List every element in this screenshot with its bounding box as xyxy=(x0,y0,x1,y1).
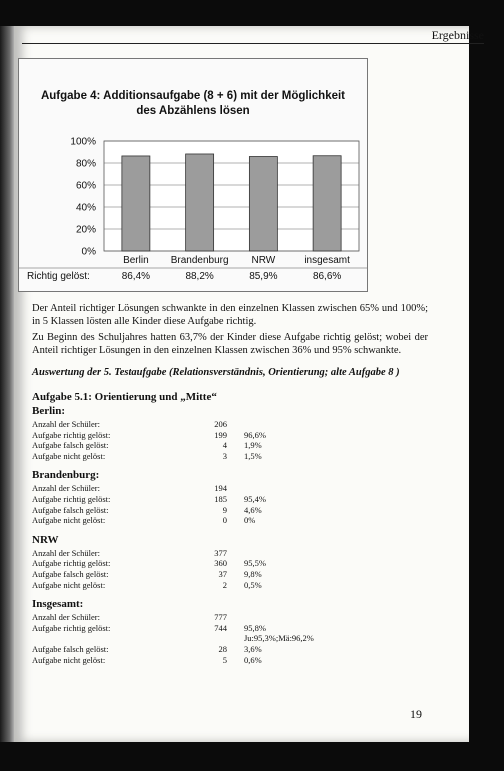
row-label: Aufgabe richtig gelöst: xyxy=(32,494,111,504)
row-count: 5 xyxy=(222,654,227,665)
chart-title-line-1: Aufgabe 4: Additionsaufgabe (8 + 6) mit der Möglichkeit xyxy=(40,90,346,102)
y-tick-label: 40% xyxy=(75,202,96,214)
row-label: Aufgabe nicht gelöst: xyxy=(32,515,106,526)
row-percent: 0,6% xyxy=(244,654,262,665)
paragraph-2: Zu Beginn des Schuljahres hatten 63,7% der Kinder diese Aufgabe richtig gelöst; wobei der Anteil richtiger Lösungen in den einzelnen Klassen zwischen 36% und 95% schwankte. xyxy=(32,332,428,356)
row-label: Anzahl der Schüler: xyxy=(32,547,100,558)
row-label: Aufgabe falsch gelöst: xyxy=(32,504,109,515)
row-count: 37 xyxy=(218,569,227,579)
task-heading: Aufgabe 5.1: Orientierung und „Mitte“ xyxy=(32,391,217,403)
row-count: 744 xyxy=(214,622,227,633)
y-tick-label: 60% xyxy=(75,180,96,192)
row-percent: 4,6% xyxy=(244,504,262,515)
row-percent: 1,9% xyxy=(244,440,262,451)
row-count: 3 xyxy=(222,450,227,461)
data-row-label: Richtig gelöst: xyxy=(27,271,90,282)
row-count: 194 xyxy=(214,483,227,494)
row-count: 9 xyxy=(222,504,227,515)
row-label: Aufgabe richtig gelöst: xyxy=(32,558,111,569)
group-title: Brandenburg: xyxy=(32,469,100,482)
row-label: Aufgabe falsch gelöst: xyxy=(32,644,109,654)
paragraph-1: Der Anteil richtiger Lösungen schwankte in den einzelnen Klassen zwischen 65% und 100%; in 5 Klassen lösten alle Kinder diese Aufgabe richtig. xyxy=(32,303,428,327)
page-number: 19 xyxy=(410,707,422,721)
chart-title-line-2: des Abzählens lösen xyxy=(136,105,250,117)
row-percent: 9,8% xyxy=(244,569,262,579)
row-label: Anzahl der Schüler: xyxy=(32,419,100,429)
row-percent: 96,6% xyxy=(244,429,266,440)
x-category-label: Berlin xyxy=(123,255,149,266)
x-category-label: insgesamt xyxy=(304,255,350,266)
header-rule xyxy=(22,43,484,44)
row-percent: 0,5% xyxy=(244,579,262,590)
data-value-label: 85,9% xyxy=(249,271,278,282)
row-percent: 1,5% xyxy=(244,450,262,461)
chart-figure xyxy=(18,58,368,292)
running-header: Ergebnisse xyxy=(431,28,484,42)
row-label: Aufgabe falsch gelöst: xyxy=(32,569,109,579)
row-percent: 95,8% xyxy=(244,622,266,633)
bar-chart xyxy=(19,59,367,291)
row-percent: 95,4% xyxy=(244,494,266,504)
row-count: 777 xyxy=(214,612,227,623)
group-title: Berlin: xyxy=(32,405,65,417)
row-label: Aufgabe richtig gelöst: xyxy=(32,429,111,440)
row-percent: 0% xyxy=(244,515,256,526)
row-count: 2 xyxy=(222,579,227,590)
row-count: 377 xyxy=(214,547,227,558)
bar-nrw xyxy=(249,157,277,251)
data-value-label: 88,2% xyxy=(185,271,214,282)
row-percent: 3,6% xyxy=(244,644,262,654)
row-label: Anzahl der Schüler: xyxy=(32,612,100,623)
row-label: Aufgabe falsch gelöst: xyxy=(32,440,109,451)
row-count: 199 xyxy=(214,429,227,440)
row-label: Aufgabe nicht gelöst: xyxy=(32,450,106,461)
data-value-label: 86,6% xyxy=(312,271,342,282)
row-count: 360 xyxy=(214,558,227,569)
row-count: 185 xyxy=(214,494,227,504)
row-label: Aufgabe nicht gelöst: xyxy=(32,654,106,665)
row-percent: 95,5% xyxy=(244,558,266,569)
group-title: NRW xyxy=(32,533,59,546)
bar-berlin xyxy=(122,156,150,251)
y-tick-label: 100% xyxy=(70,136,96,148)
row-count: 4 xyxy=(222,440,227,451)
y-tick-label: 80% xyxy=(75,158,96,170)
x-category-label: NRW xyxy=(251,255,276,266)
bar-insgesamt xyxy=(313,156,341,251)
row-count: 28 xyxy=(218,644,227,654)
y-tick-label: 0% xyxy=(81,246,96,258)
row-label: Aufgabe nicht gelöst: xyxy=(32,579,106,590)
row-label: Aufgabe richtig gelöst: xyxy=(32,622,111,633)
bar-brandenburg xyxy=(186,154,214,251)
x-category-label: Brandenburg xyxy=(170,255,229,266)
row-count: 0 xyxy=(222,515,227,526)
y-tick-label: 20% xyxy=(75,224,96,236)
row-label: Anzahl der Schüler: xyxy=(32,483,100,494)
row-percent: Ju:95,3%;Mä:96,2% xyxy=(244,633,314,644)
data-value-label: 86,4% xyxy=(121,271,151,282)
group-title: Insgesamt: xyxy=(32,598,84,611)
section-heading: Auswertung der 5. Testaufgabe (Relationsverständnis, Orientierung; alte Aufgabe 8 ) xyxy=(32,367,400,378)
row-count: 206 xyxy=(214,419,227,429)
